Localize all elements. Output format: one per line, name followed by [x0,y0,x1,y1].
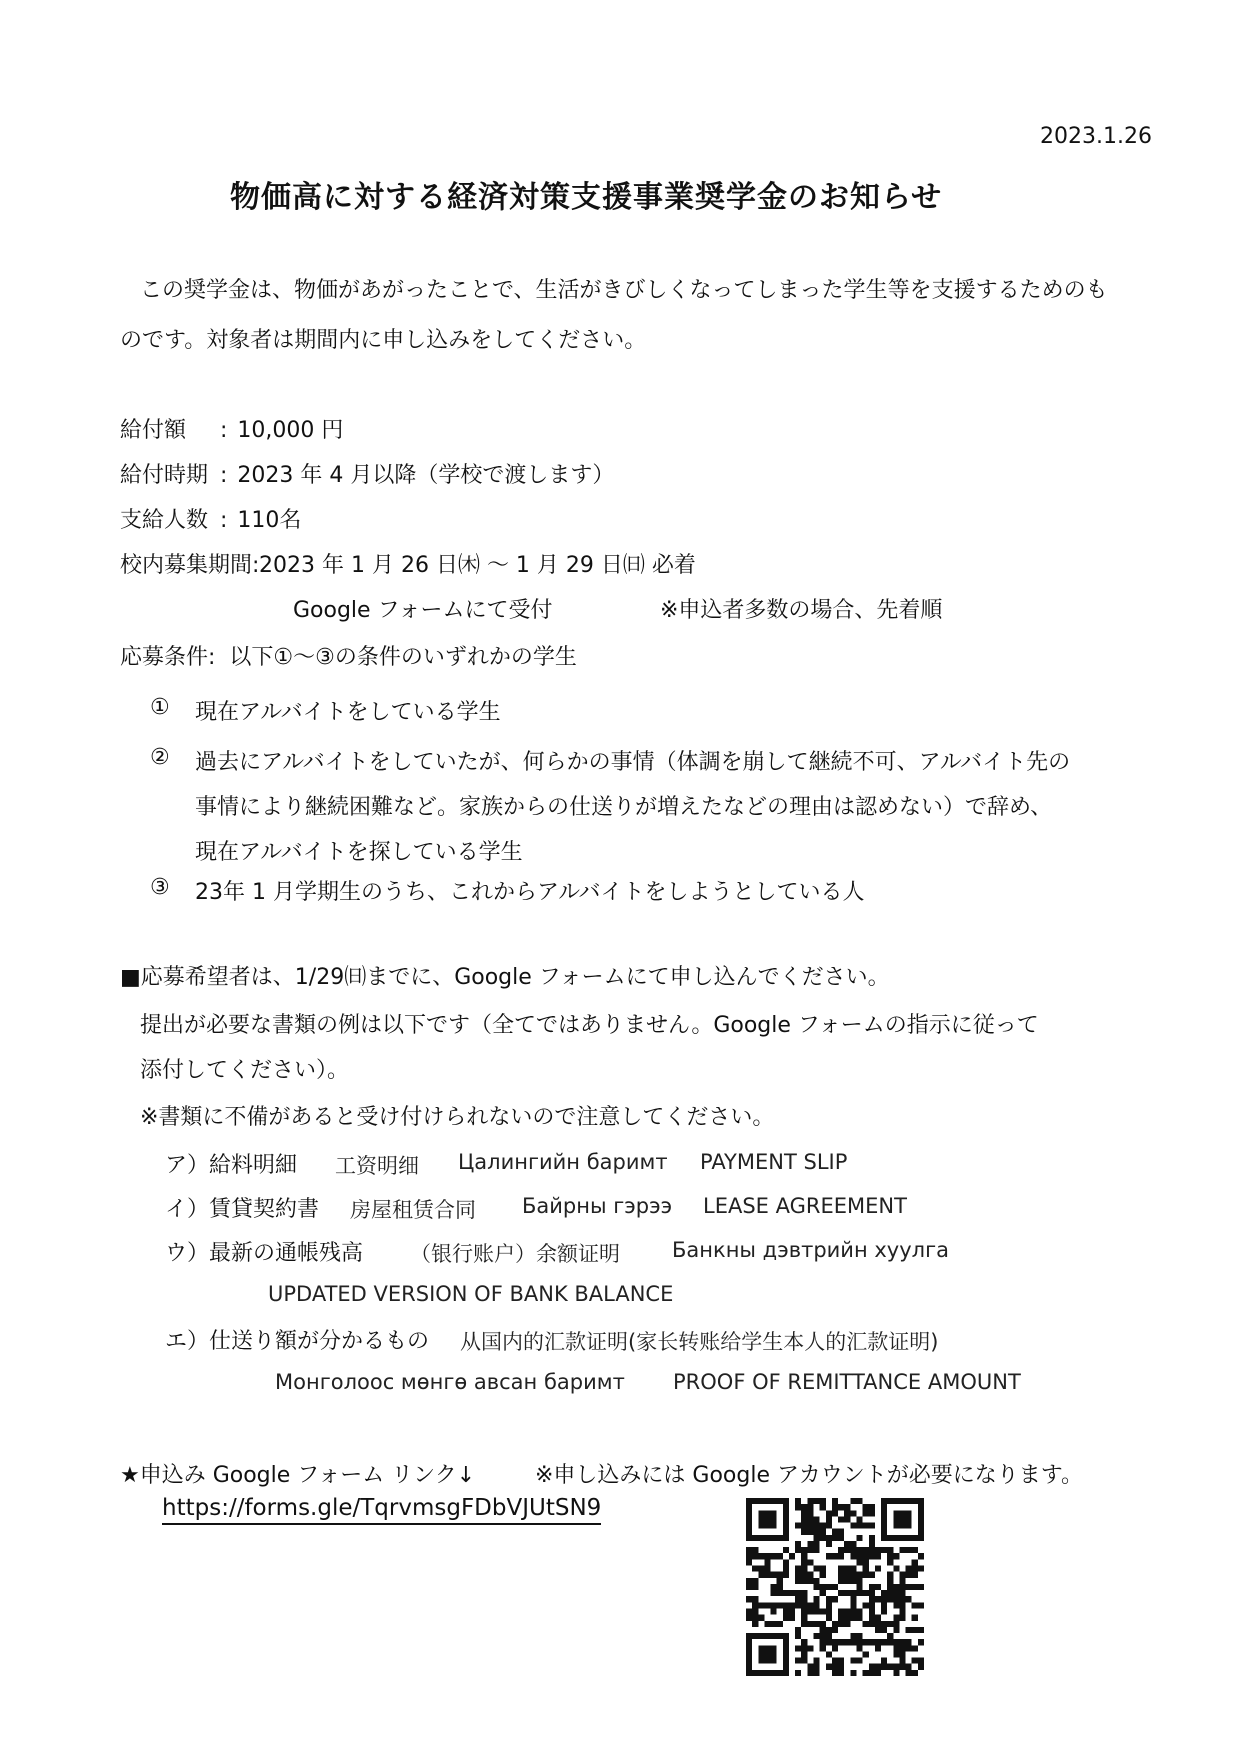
conditions-value: 以下①～③の条件のいずれかの学生 [229,645,577,670]
amount-value: 10,000 円 [237,418,344,443]
conditions-row [120,632,577,684]
document-d-en: PROOF OF REMITTANCE AMOUNT [673,1370,1021,1394]
document-d-jp: エ）仕送り額が分かるもの [165,1329,430,1354]
count-label: 支給人数 [120,508,209,533]
intro-line-1: この奨学金は、物価があがったことで、生活がきびしくなってしまった学生等を支援するためのも [140,278,1108,303]
apply-line-3: 添付してください）。 [140,1058,350,1083]
colon: : [220,508,228,533]
timing-label: 給付時期 [120,463,209,488]
document-a-mn: Цалингийн баримт [458,1150,668,1174]
intro-line-2: のです。対象者は期間内に申し込みをしてください。 [120,328,647,353]
colon: : [220,418,228,443]
document-c-zh: （银行账户）余额证明 [410,1242,620,1266]
condition-3-text: 23年 1 月学期生のうち、これからアルバイトをしようとしている人 [195,880,865,905]
document-d-mn: Монголоос мөнгө авсан баримт [275,1370,625,1394]
qr-code-graphic [746,1498,924,1676]
condition-1-number: ① [150,695,170,720]
page-title: 物価高に対する経済対策支援事業奨学金のお知らせ [230,180,943,215]
condition-1-text: 現在アルバイトをしている学生 [195,700,501,725]
document-b-zh: 房屋租赁合同 [350,1198,476,1222]
condition-2-number: ② [150,745,170,770]
account-note: ※申し込みには Google アカウントが必要になります。 [535,1463,1084,1488]
document-d-zh: 从国内的汇款证明(家长转账给学生本人的汇款证明) [460,1330,939,1354]
google-form-link[interactable]: https://forms.gle/TqrvmsgFDbVJUtSN9 [162,1495,601,1525]
form-note: Google フォームにて受付 [293,598,553,623]
period-label: 校内募集期間: [120,553,260,578]
notice-date: 2023.1.26 [1040,124,1152,149]
first-come-note: ※申込者多数の場合、先着順 [660,598,943,623]
colon: : [220,463,228,488]
document-c-jp: ウ）最新の通帳残高 [165,1241,364,1266]
condition-3-number: ③ [150,875,170,900]
document-b-jp: イ）賃貸契約書 [165,1197,320,1222]
document-c-mn: Банкны дэвтрийн хуулга [672,1238,949,1262]
form-link-label: ★申込み Google フォーム リンク↓ [120,1463,476,1488]
conditions-label: 応募条件: [120,645,216,670]
condition-2-text-1: 過去にアルバイトをしていたが、何らかの事情（体調を崩して継続不可、アルバイト先の [195,750,1071,775]
apply-line-2: 提出が必要な書類の例は以下です（全てではありません。Google フォームの指示に従って [140,1013,1039,1038]
amount-label: 給付額 [120,418,187,443]
document-b-mn: Байрны гэрээ [522,1194,673,1218]
count-value: 110名 [237,508,302,533]
condition-2-text-3: 現在アルバイトを探している学生 [195,840,523,865]
document-a-zh: 工资明细 [335,1154,419,1178]
apply-line-4: ※書類に不備があると受け付けられないので注意してください。 [140,1105,775,1130]
apply-line-1: ■応募希望者は、1/29㈰までに、Google フォームにて申し込んでください。 [120,965,890,990]
document-a-en: PAYMENT SLIP [700,1150,848,1174]
document-b-en: LEASE AGREEMENT [703,1194,907,1218]
qr-code[interactable] [746,1498,924,1676]
document-c-en: UPDATED VERSION OF BANK BALANCE [268,1282,674,1306]
period-value: 2023 年 1 月 26 日㈭ ～ 1 月 29 日㈰ 必着 [259,553,696,578]
document-a-jp: ア）給料明細 [165,1153,298,1178]
condition-2-text-2: 事情により継続困難など。家族からの仕送りが増えたなどの理由は認めない）で辞め、 [195,795,1053,820]
timing-value: 2023 年 4 月以降（学校で渡します） [237,463,615,488]
